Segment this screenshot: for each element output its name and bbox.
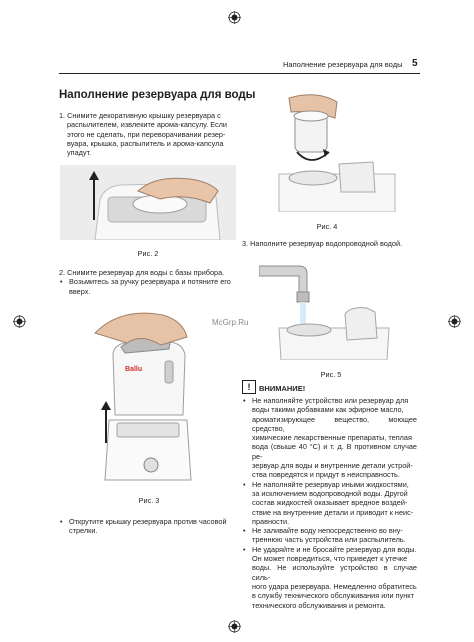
registration-mark-icon: [13, 315, 26, 328]
text-line: вода (свыше 40 °С) и т. д. В противном случае ре-: [252, 442, 417, 461]
open-lid-text: [59, 517, 239, 536]
figure-5-photo: [259, 258, 419, 360]
text-line: в службу технического обслуживания или пункт: [252, 591, 414, 601]
warning-item: [242, 526, 417, 545]
text-line: 1. Снимите декоративную крышку резервуара с: [59, 111, 221, 120]
list-item: [59, 277, 244, 296]
text-line: зервуар для воды и внутренние детали устрой-: [252, 461, 413, 471]
watermark: McGrp.Ru: [212, 318, 249, 327]
figure-4-caption: Рис. 4: [316, 222, 338, 231]
warning-item: [242, 480, 417, 526]
figure-5-caption: Рис. 5: [320, 370, 342, 379]
text-line: треннюю часть устройства или распылитель.: [252, 535, 406, 545]
text-line: Он может повредиться, что приведет к утечке: [252, 554, 408, 564]
registration-mark-icon: [448, 315, 461, 328]
step-2-bullet-list: [59, 277, 244, 296]
text-line: ства повредятся и придут в неисправность.: [252, 470, 400, 480]
figure-4-photo: [277, 92, 405, 212]
device-brand-logo: Ballu: [125, 366, 143, 373]
text-line: упадут.: [67, 148, 92, 158]
text-line: • Не ударяйте и не бросайте резервуар для воды.: [252, 544, 417, 554]
warning-title: ВНИМАНИЕ!: [259, 384, 306, 393]
text-line: 2. Снимите резервуар для воды с базы прибора.: [59, 268, 225, 277]
page-number: 5: [412, 58, 418, 69]
exclamation-icon: !: [242, 380, 256, 394]
text-line: химические лекарственные препараты, теплая: [252, 433, 412, 443]
step-3-text: 3. Наполните резервуар водопроводной водой.: [242, 239, 403, 248]
text-line: технического обслуживания и ремонта.: [252, 600, 386, 610]
text-line: правности.: [252, 516, 290, 526]
text-line: распылителем, извлеките арома-капсулу. Если: [67, 120, 227, 130]
text-line: за исключением водопроводной воды. Другой: [252, 488, 408, 498]
text-line: вверх.: [69, 286, 91, 296]
text-line: состав жидкостей оказывает вредное воздей-: [252, 498, 408, 508]
text-line: воды. Не используйте устройство в случае силь-: [252, 563, 417, 582]
list-item: [59, 517, 239, 536]
text-line: воды такими добавками как эфирное масло,: [252, 405, 404, 415]
running-title: Наполнение резервуара для воды: [283, 60, 403, 69]
section-title: Наполнение резервуара для воды: [59, 89, 256, 101]
warning-list: [242, 396, 417, 610]
figure-3-caption: Рис. 3: [138, 496, 160, 505]
text-line: • Не наполняйте резервуар иными жидкостями,: [252, 479, 409, 489]
warning-item: [242, 545, 417, 610]
text-line: этого не сделать, при переворачивании резер-: [67, 129, 226, 139]
step-2-text: [59, 268, 244, 296]
step-1-text: [59, 111, 239, 157]
text-line: ароматизирующее вещество, моющее средство,: [252, 414, 417, 433]
warning-item: [242, 396, 417, 480]
text-line: • Не заливайте воду непосредственно во вну-: [252, 526, 403, 536]
figure-2-caption: Рис. 2: [137, 249, 159, 258]
text-line: ного удара резервуара. Немедленно обратитесь: [252, 581, 417, 591]
header-rule: [59, 73, 420, 74]
registration-mark-icon: [228, 11, 241, 24]
text-line: стрелки.: [69, 526, 98, 536]
open-lid-bullet-list: [59, 517, 239, 536]
text-line: • Открутите крышку резервуара против часовой: [69, 517, 227, 526]
text-line: ствие на внутренние детали и приводит к неис-: [252, 507, 414, 517]
text-line: • Не наполняйте устройство или резервуар для: [252, 396, 409, 405]
figure-3-photo: [91, 305, 203, 488]
text-line: • Возьмитесь за ручку резервуара и потяните его: [69, 277, 231, 287]
registration-mark-icon: [228, 620, 241, 633]
figure-2-photo: [60, 165, 236, 240]
text-line: вуара, крышка, распылитель и арома-капсула: [67, 138, 224, 148]
